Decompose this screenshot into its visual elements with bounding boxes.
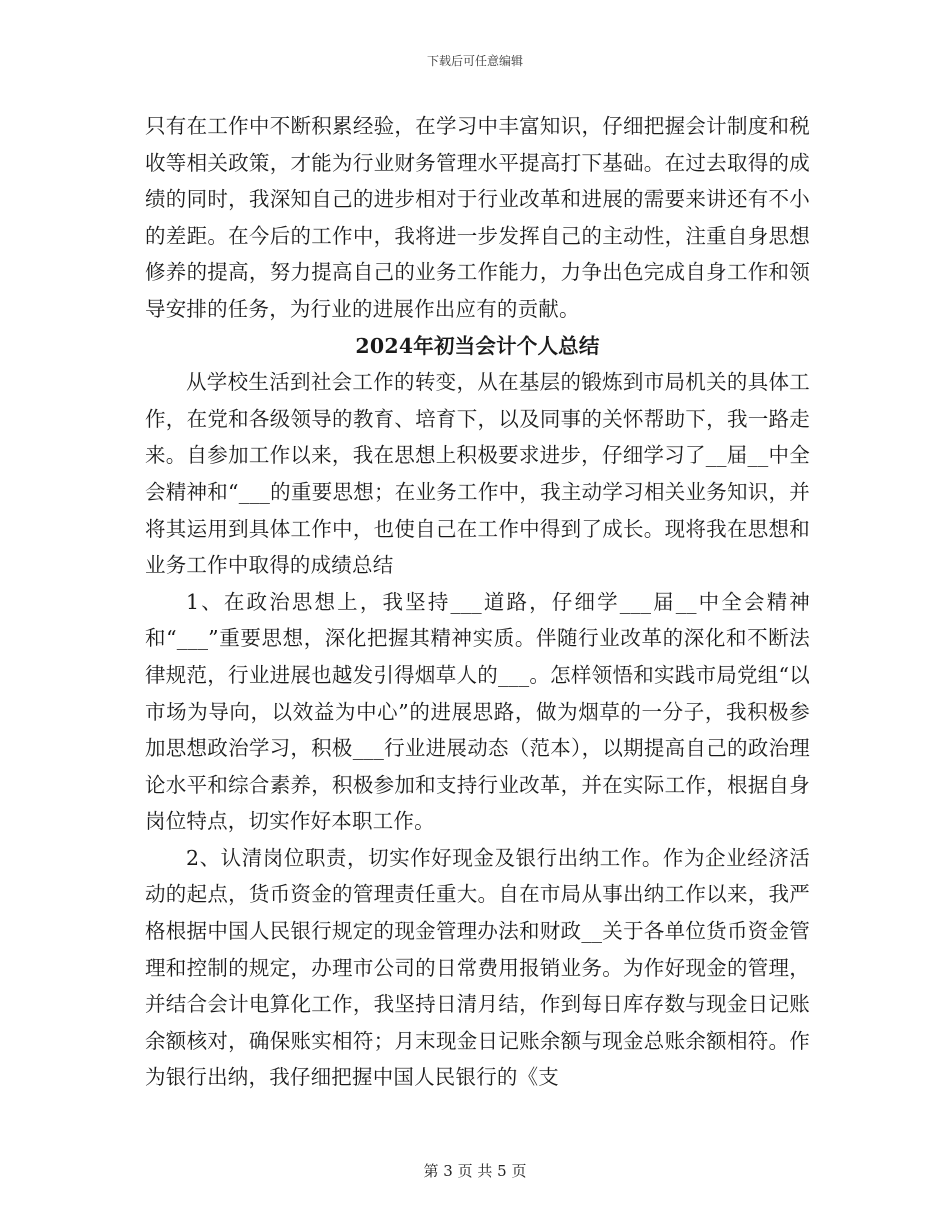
document-body xyxy=(145,108,810,1096)
page-header: 下载后可任意编辑 xyxy=(426,54,523,68)
page-number: 第 3 页 共 5 页 xyxy=(423,1162,527,1180)
paragraph-continued: 只有在工作中不断积累经验，在学习中丰富知识，仔细把握会计制度和税收等相关政策，才能为行业财务管理水平提高打下基础。在过去取得的成绩的同时，我深知自己的进步相对于行业改革和进展的需要来讲还有不小的差距。在今后的工作中，我将进一步发挥自己的主动性，注重自身思想修养的提高，努力提高自己的业务工作能力，力争出色完成自身工作和领导安排的任务，为行业的进展作出应有的贡献。 xyxy=(145,114,810,321)
paragraph-intro: 从学校生活到社会工作的转变，从在基层的锻炼到市局机关的具体工作，在党和各级领导的教育、培育下，以及同事的关怀帮助下，我一路走来。自参加工作以来，我在思想上积极要求进步，仔细学习了__届__中全会精神和“___的重要思想；在业务工作中，我主动学习相关业务知识，并将其运用到具体工作中，也使自己在工作中得到了成长。现将我在思想和业务工作中取得的成绩总结 xyxy=(145,370,810,578)
paragraph-point-1: 1、在政治思想上，我坚持___道路，仔细学___届__中全会精神和“___”重要思想，深化把握其精神实质。伴随行业改革的深化和不断法律规范，行业进展也越发引得烟草人的___。怎样领悟和实践市局党组“以市场为导向，以效益为中心”的进展思路，做为烟草的一分子，我积极参加思想政治学习，积极___行业进展动态（范本），以期提高自己的政治理论水平和综合素养，积极参加和支持行业改革，并在实际工作，根据自身岗位特点，切实作好本职工作。 xyxy=(145,589,810,834)
paragraph-point-2: 2、认清岗位职责，切实作好现金及银行出纳工作。作为企业经济活动的起点，货币资金的管理责任重大。自在市局从事出纳工作以来，我严格根据中国人民银行规定的现金管理办法和财政__关于各单位货币资金管理和控制的规定，办理市公司的日常费用报销业务。为作好现金的管理，并结合会计电算化工作，我坚持日清月结，作到每日库存数与现金日记账余额核对，确保账实相符；月末现金日记账余额与现金总账余额相符。作为银行出纳，我仔细把握中国人民银行的《支 xyxy=(145,845,810,1090)
section-title: 2024年初当会计个人总结 xyxy=(355,333,600,358)
